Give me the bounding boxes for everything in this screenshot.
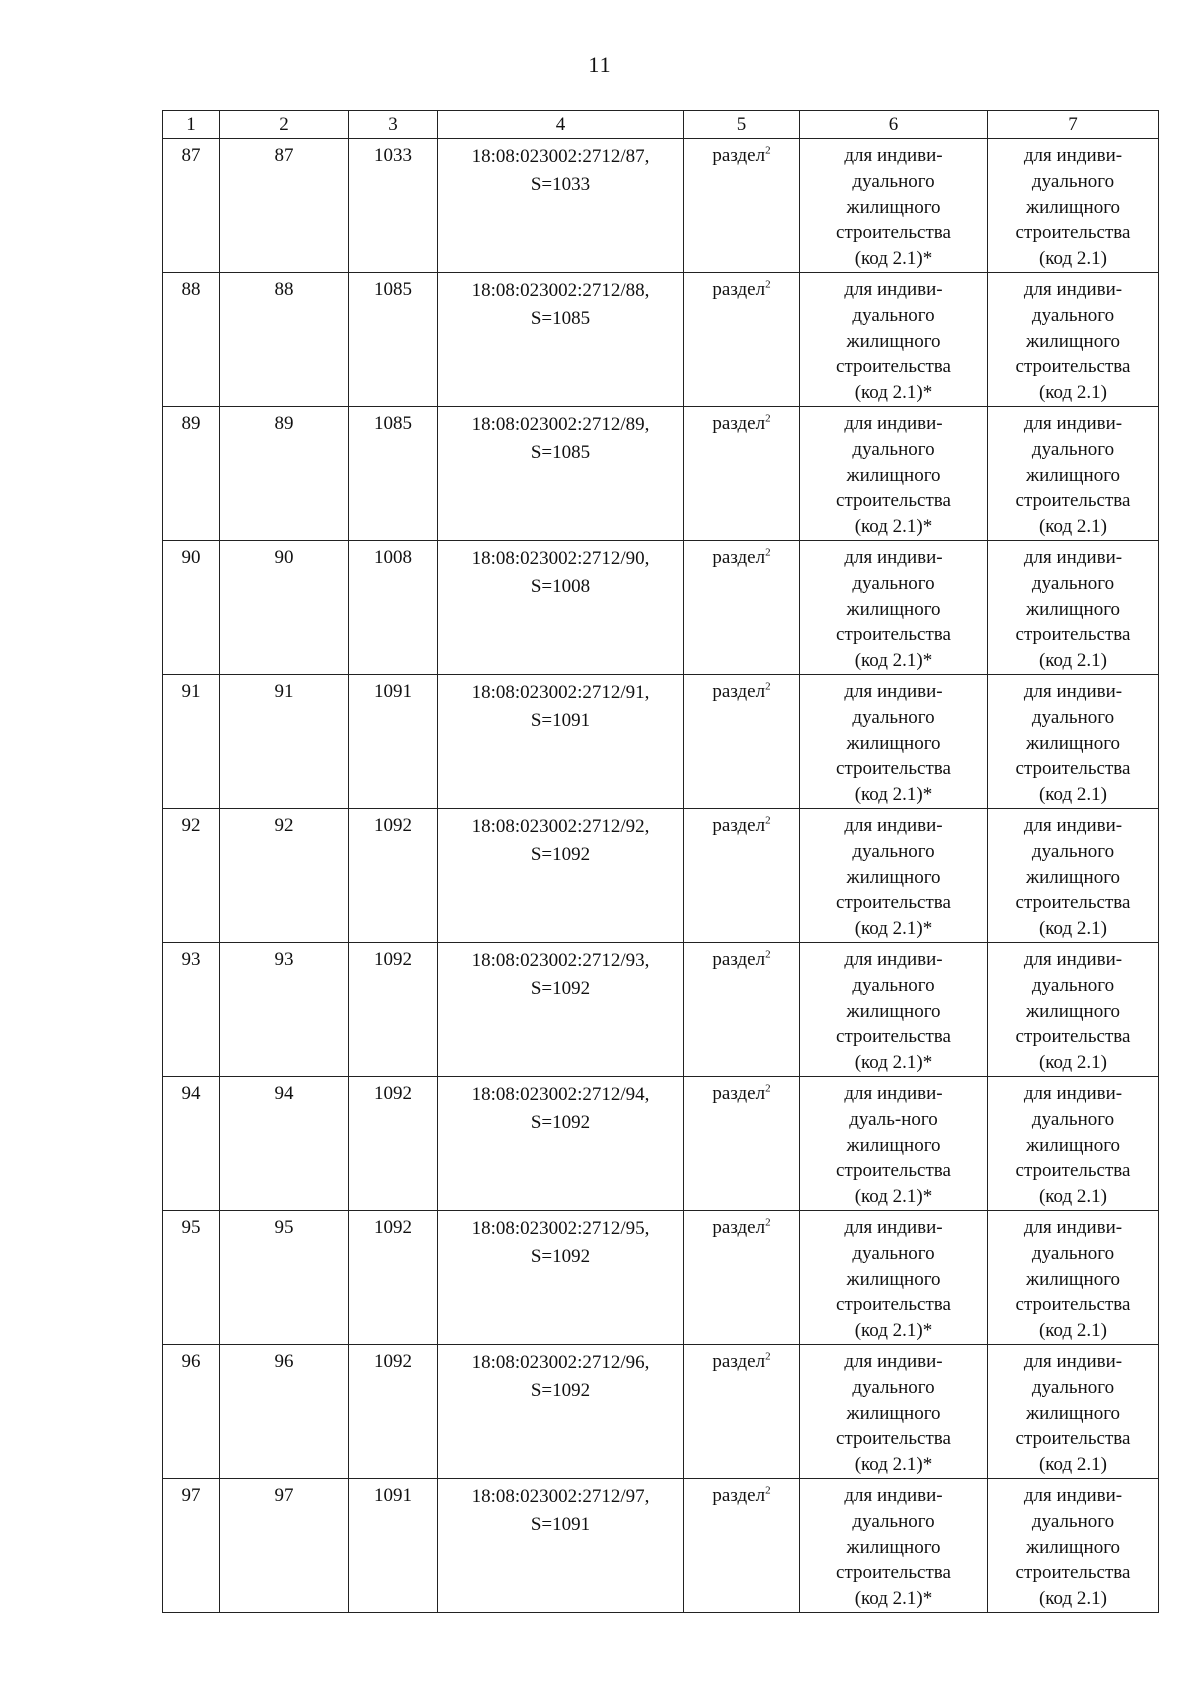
permitted-use-line: дуального <box>852 1242 935 1264</box>
permitted-use-line: жилищного <box>846 1134 941 1156</box>
section-footnote-mark: 2 <box>765 680 771 693</box>
cell-cadastral <box>438 1077 684 1211</box>
classifier-line: дуального <box>1031 572 1115 594</box>
permitted-use-line: строительства <box>836 1160 951 1182</box>
table-header <box>163 111 1159 139</box>
cell-plot-number: 91 <box>220 675 349 809</box>
cell-formation-method <box>684 139 800 273</box>
permitted-use-line: строительства <box>836 222 951 244</box>
permitted-use-line: строительства <box>836 1428 951 1450</box>
cell-number: 94 <box>163 1077 220 1211</box>
section-label: раздел <box>712 815 766 836</box>
cell-permitted-use <box>800 273 988 407</box>
cell-plot-number: 88 <box>220 273 349 407</box>
table-body <box>163 139 1159 1613</box>
classifier-line: дуального <box>1031 438 1115 460</box>
cell-area: 1085 <box>349 407 438 541</box>
classifier-line: для индиви- <box>1023 815 1123 836</box>
cell-plot-number: 89 <box>220 407 349 541</box>
cadastral-area: S=1092 <box>530 1246 591 1267</box>
permitted-use-line: (код 2.1)* <box>854 382 933 404</box>
permitted-use-line: (код 2.1)* <box>854 918 933 940</box>
classifier-line: для индиви- <box>1023 547 1123 568</box>
cell-area: 1033 <box>349 139 438 273</box>
permitted-use-line: строительства <box>836 1562 951 1584</box>
section-footnote-mark: 2 <box>765 814 771 827</box>
classifier-line: (код 2.1) <box>1038 248 1108 270</box>
cell-permitted-use <box>800 1077 988 1211</box>
table-row <box>163 1479 1159 1613</box>
cadastral-number: 18:08:023002:2712/90, <box>471 548 650 569</box>
classifier-line: (код 2.1) <box>1038 1454 1108 1476</box>
cell-permitted-use-classifier <box>988 809 1159 943</box>
classifier-line: для индиви- <box>1023 413 1123 434</box>
classifier-line: для индиви- <box>1023 681 1123 702</box>
cell-number: 95 <box>163 1211 220 1345</box>
classifier-line: (код 2.1) <box>1038 1588 1108 1610</box>
classifier-line: строительства <box>1015 624 1131 646</box>
permitted-use-line: жилищного <box>846 464 941 486</box>
classifier-line: жилищного <box>1025 464 1121 486</box>
permitted-use-line: жилищного <box>846 598 941 620</box>
cell-number: 88 <box>163 273 220 407</box>
permitted-use-line: жилищного <box>846 330 941 352</box>
permitted-use-line: строительства <box>836 490 951 512</box>
section-footnote-mark: 2 <box>765 144 771 157</box>
cell-number: 90 <box>163 541 220 675</box>
classifier-line: строительства <box>1015 222 1131 244</box>
cadastral-area: S=1091 <box>530 710 591 731</box>
cadastral-area: S=1091 <box>530 1514 591 1535</box>
classifier-line: (код 2.1) <box>1038 784 1108 806</box>
classifier-line: жилищного <box>1025 1134 1121 1156</box>
classifier-line: для индиви- <box>1023 1351 1123 1372</box>
cell-plot-number: 93 <box>220 943 349 1077</box>
permitted-use-line: для индиви- <box>844 1351 943 1372</box>
classifier-line: жилищного <box>1025 1402 1121 1424</box>
classifier-line: (код 2.1) <box>1038 516 1108 538</box>
permitted-use-line: для индиви- <box>844 815 943 836</box>
classifier-line: дуального <box>1031 304 1115 326</box>
header-col-6: 6 <box>800 111 988 139</box>
cell-area: 1092 <box>349 1345 438 1479</box>
cadastral-area: S=1092 <box>530 1112 591 1133</box>
cell-cadastral <box>438 139 684 273</box>
classifier-line: строительства <box>1015 1026 1131 1048</box>
cadastral-area: S=1085 <box>530 308 591 329</box>
permitted-use-line: для индиви- <box>844 547 943 568</box>
classifier-line: жилищного <box>1025 1000 1121 1022</box>
classifier-line: жилищного <box>1025 732 1121 754</box>
permitted-use-line: дуального <box>852 974 935 996</box>
cell-cadastral <box>438 273 684 407</box>
permitted-use-line: (код 2.1)* <box>854 1320 933 1342</box>
section-footnote-mark: 2 <box>765 1350 771 1363</box>
cell-permitted-use-classifier <box>988 1211 1159 1345</box>
section-label: раздел <box>712 413 766 434</box>
header-col-2: 2 <box>220 111 349 139</box>
classifier-line: (код 2.1) <box>1038 918 1108 940</box>
cell-area: 1092 <box>349 943 438 1077</box>
section-footnote-mark: 2 <box>765 1216 771 1229</box>
classifier-line: (код 2.1) <box>1038 1320 1108 1342</box>
cadastral-number: 18:08:023002:2712/89, <box>471 414 650 435</box>
section-label: раздел <box>712 1217 766 1238</box>
permitted-use-line: строительства <box>836 892 951 914</box>
permitted-use-line: для индиви- <box>844 279 943 300</box>
cell-formation-method <box>684 407 800 541</box>
cell-formation-method <box>684 541 800 675</box>
cell-formation-method <box>684 1077 800 1211</box>
cell-permitted-use-classifier <box>988 943 1159 1077</box>
cell-cadastral <box>438 541 684 675</box>
header-col-1: 1 <box>163 111 220 139</box>
cell-permitted-use-classifier <box>988 1345 1159 1479</box>
classifier-line: строительства <box>1015 892 1131 914</box>
cell-cadastral <box>438 1211 684 1345</box>
classifier-line: для индиви- <box>1023 949 1123 970</box>
classifier-line: дуального <box>1031 1242 1115 1264</box>
classifier-line: строительства <box>1015 1428 1131 1450</box>
cadastral-number: 18:08:023002:2712/88, <box>471 280 650 301</box>
classifier-line: строительства <box>1015 1294 1131 1316</box>
classifier-line: жилищного <box>1025 330 1121 352</box>
section-footnote-mark: 2 <box>765 412 771 425</box>
permitted-use-line: (код 2.1)* <box>854 650 933 672</box>
cell-number: 91 <box>163 675 220 809</box>
cell-number: 97 <box>163 1479 220 1613</box>
cell-permitted-use-classifier <box>988 675 1159 809</box>
permitted-use-line: для индиви- <box>844 1485 943 1506</box>
permitted-use-line: жилищного <box>846 732 941 754</box>
cell-formation-method <box>684 1345 800 1479</box>
cell-plot-number: 96 <box>220 1345 349 1479</box>
table-row <box>163 1077 1159 1211</box>
header-col-7: 7 <box>988 111 1159 139</box>
cell-formation-method <box>684 943 800 1077</box>
cell-number: 92 <box>163 809 220 943</box>
cadastral-number: 18:08:023002:2712/97, <box>471 1486 650 1507</box>
cell-permitted-use <box>800 809 988 943</box>
permitted-use-line: (код 2.1)* <box>854 1588 933 1610</box>
classifier-line: дуального <box>1031 1510 1115 1532</box>
cell-permitted-use <box>800 675 988 809</box>
cell-permitted-use <box>800 541 988 675</box>
permitted-use-line: для индиви- <box>844 1217 943 1238</box>
permitted-use-line: (код 2.1)* <box>854 1052 933 1074</box>
section-label: раздел <box>712 1351 766 1372</box>
cadastral-area: S=1092 <box>530 844 591 865</box>
section-footnote-mark: 2 <box>765 278 771 291</box>
cell-cadastral <box>438 1345 684 1479</box>
permitted-use-line: дуального <box>852 170 935 192</box>
cadastral-number: 18:08:023002:2712/94, <box>471 1084 650 1105</box>
cadastral-number: 18:08:023002:2712/96, <box>471 1352 650 1373</box>
cell-permitted-use <box>800 1211 988 1345</box>
permitted-use-line: для индиви- <box>844 949 943 970</box>
cadastral-number: 18:08:023002:2712/87, <box>471 146 650 167</box>
permitted-use-line: для индиви- <box>844 413 943 434</box>
cell-area: 1008 <box>349 541 438 675</box>
cadastral-number: 18:08:023002:2712/92, <box>471 816 650 837</box>
cadastral-area: S=1092 <box>530 1380 591 1401</box>
permitted-use-line: жилищного <box>846 1402 941 1424</box>
classifier-line: строительства <box>1015 758 1131 780</box>
cell-cadastral <box>438 1479 684 1613</box>
cell-permitted-use <box>800 943 988 1077</box>
header-col-5: 5 <box>684 111 800 139</box>
permitted-use-line: для индиви- <box>844 681 943 702</box>
classifier-line: строительства <box>1015 356 1131 378</box>
permitted-use-line: (код 2.1)* <box>854 516 933 538</box>
cell-plot-number: 94 <box>220 1077 349 1211</box>
cell-permitted-use-classifier <box>988 273 1159 407</box>
classifier-line: жилищного <box>1025 1536 1121 1558</box>
cell-area: 1091 <box>349 1479 438 1613</box>
table-row <box>163 541 1159 675</box>
cadastral-number: 18:08:023002:2712/93, <box>471 950 650 971</box>
classifier-line: для индиви- <box>1023 1083 1123 1104</box>
classifier-line: строительства <box>1015 490 1131 512</box>
cell-formation-method <box>684 273 800 407</box>
classifier-line: (код 2.1) <box>1038 1186 1108 1208</box>
section-label: раздел <box>712 681 766 702</box>
permitted-use-line: строительства <box>836 758 951 780</box>
cadastral-area: S=1033 <box>530 174 591 195</box>
permitted-use-line: жилищного <box>846 1000 941 1022</box>
classifier-line: дуального <box>1031 1376 1115 1398</box>
cell-area: 1091 <box>349 675 438 809</box>
permitted-use-line: дуального <box>852 304 935 326</box>
cell-area: 1092 <box>349 1077 438 1211</box>
classifier-line: для индиви- <box>1023 145 1123 166</box>
cell-permitted-use <box>800 139 988 273</box>
permitted-use-line: (код 2.1)* <box>854 1454 933 1476</box>
permitted-use-line: жилищного <box>846 1268 941 1290</box>
classifier-line: (код 2.1) <box>1038 382 1108 404</box>
classifier-line: для индиви- <box>1023 1217 1123 1238</box>
cell-plot-number: 90 <box>220 541 349 675</box>
cell-cadastral <box>438 809 684 943</box>
classifier-line: жилищного <box>1025 196 1121 218</box>
permitted-use-line: дуального <box>852 706 935 728</box>
section-footnote-mark: 2 <box>765 546 771 559</box>
permitted-use-line: жилищного <box>846 1536 941 1558</box>
permitted-use-line: жилищного <box>846 196 941 218</box>
table-row <box>163 809 1159 943</box>
cadastral-area: S=1085 <box>530 442 591 463</box>
classifier-line: дуального <box>1031 1108 1115 1130</box>
permitted-use-line: дуального <box>852 1376 935 1398</box>
classifier-line: строительства <box>1015 1160 1131 1182</box>
cell-permitted-use-classifier <box>988 1077 1159 1211</box>
classifier-line: (код 2.1) <box>1038 1052 1108 1074</box>
section-label: раздел <box>712 1083 766 1104</box>
classifier-line: дуального <box>1031 840 1115 862</box>
cell-area: 1092 <box>349 1211 438 1345</box>
permitted-use-line: строительства <box>836 1294 951 1316</box>
cell-cadastral <box>438 943 684 1077</box>
cell-plot-number: 87 <box>220 139 349 273</box>
section-label: раздел <box>712 547 766 568</box>
classifier-line: жилищного <box>1025 866 1121 888</box>
cell-formation-method <box>684 675 800 809</box>
section-label: раздел <box>712 1485 766 1506</box>
cell-area: 1085 <box>349 273 438 407</box>
cell-permitted-use <box>800 1479 988 1613</box>
land-plot-table <box>162 110 1159 1613</box>
cell-plot-number: 92 <box>220 809 349 943</box>
cell-formation-method <box>684 1211 800 1345</box>
table-row <box>163 273 1159 407</box>
classifier-line: дуального <box>1031 974 1115 996</box>
classifier-line: дуального <box>1031 170 1115 192</box>
classifier-line: жилищного <box>1025 1268 1121 1290</box>
permitted-use-line: строительства <box>836 356 951 378</box>
classifier-line: (код 2.1) <box>1038 650 1108 672</box>
cell-permitted-use <box>800 1345 988 1479</box>
permitted-use-line: дуального <box>852 438 935 460</box>
section-footnote-mark: 2 <box>765 1082 771 1095</box>
section-label: раздел <box>712 279 766 300</box>
section-label: раздел <box>712 145 766 166</box>
permitted-use-line: (код 2.1)* <box>854 248 933 270</box>
cell-cadastral <box>438 675 684 809</box>
permitted-use-line: строительства <box>836 1026 951 1048</box>
header-row <box>163 111 1159 139</box>
cadastral-number: 18:08:023002:2712/91, <box>471 682 650 703</box>
cell-permitted-use-classifier <box>988 407 1159 541</box>
section-label: раздел <box>712 949 766 970</box>
classifier-line: дуального <box>1031 706 1115 728</box>
cell-area: 1092 <box>349 809 438 943</box>
classifier-line: для индиви- <box>1023 1485 1123 1506</box>
cell-plot-number: 95 <box>220 1211 349 1345</box>
permitted-use-line: дуального <box>852 840 935 862</box>
cadastral-area: S=1008 <box>530 576 591 597</box>
permitted-use-line: (код 2.1)* <box>854 784 933 806</box>
section-footnote-mark: 2 <box>765 1484 771 1497</box>
cell-permitted-use <box>800 407 988 541</box>
section-footnote-mark: 2 <box>765 948 771 961</box>
table-row <box>163 943 1159 1077</box>
permitted-use-line: для индиви- <box>844 1083 943 1104</box>
classifier-line: строительства <box>1015 1562 1131 1584</box>
permitted-use-line: дуального <box>852 572 935 594</box>
cell-formation-method <box>684 809 800 943</box>
table-row <box>163 675 1159 809</box>
table-row <box>163 139 1159 273</box>
header-col-4: 4 <box>438 111 684 139</box>
cell-formation-method <box>684 1479 800 1613</box>
page-number: 11 <box>588 52 612 77</box>
permitted-use-line: строительства <box>836 624 951 646</box>
cadastral-area: S=1092 <box>530 978 591 999</box>
cadastral-number: 18:08:023002:2712/95, <box>471 1218 650 1239</box>
cell-number: 93 <box>163 943 220 1077</box>
table-row <box>163 407 1159 541</box>
permitted-use-line: (код 2.1)* <box>854 1186 933 1208</box>
permitted-use-line: жилищного <box>846 866 941 888</box>
permitted-use-line: дуаль-ного <box>849 1108 938 1130</box>
cell-permitted-use-classifier <box>988 1479 1159 1613</box>
permitted-use-line: для индиви- <box>844 145 943 166</box>
cell-number: 89 <box>163 407 220 541</box>
table-row <box>163 1211 1159 1345</box>
classifier-line: для индиви- <box>1023 279 1123 300</box>
table-row <box>163 1345 1159 1479</box>
permitted-use-line: дуального <box>852 1510 935 1532</box>
cell-number: 96 <box>163 1345 220 1479</box>
header-col-3: 3 <box>349 111 438 139</box>
classifier-line: жилищного <box>1025 598 1121 620</box>
cell-number: 87 <box>163 139 220 273</box>
cell-plot-number: 97 <box>220 1479 349 1613</box>
cell-permitted-use-classifier <box>988 541 1159 675</box>
cell-cadastral <box>438 407 684 541</box>
cell-permitted-use-classifier <box>988 139 1159 273</box>
